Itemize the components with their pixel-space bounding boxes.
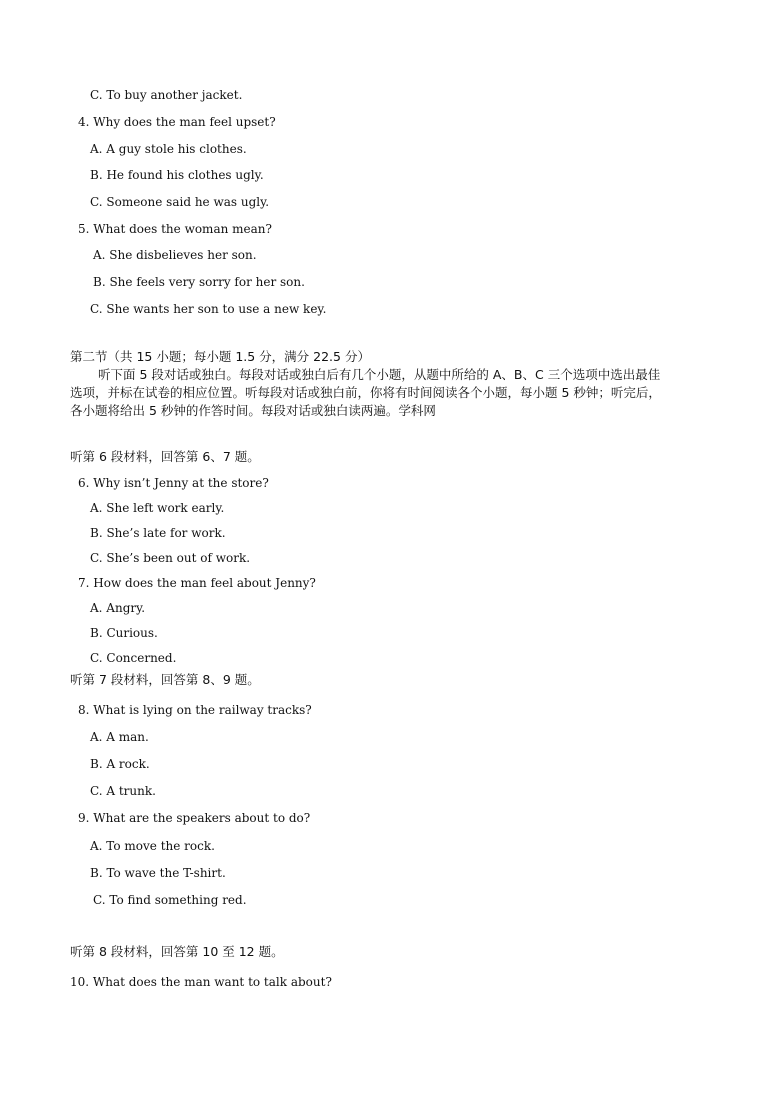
q5-option-b: B. She feels very sorry for her son. — [93, 275, 305, 289]
q8-option-a: A. A man. — [90, 730, 149, 744]
q6-option-c: C. She’s been out of work. — [90, 551, 251, 565]
q9-option-b: B. To wave the T-shirt. — [90, 866, 226, 880]
q9-option-c: C. To find something red. — [93, 893, 247, 907]
q5-option-c: C. She wants her son to use a new key. — [90, 302, 327, 316]
q9-option-a: A. To move the rock. — [90, 839, 215, 853]
q6-option-a: A. She left work early. — [90, 501, 225, 515]
material7-heading: 听第 7 段材料，回答第 8、9 题。 — [70, 672, 260, 687]
q4-option-a: A. A guy stole his clothes. — [90, 142, 247, 156]
q5-option-a: A. She disbelieves her son. — [93, 248, 257, 262]
section2-heading: 第二节（共 15 小题；每小题 1.5 分，满分 22.5 分） — [70, 349, 370, 364]
material6-heading: 听第 6 段材料，回答第 6、7 题。 — [70, 449, 260, 464]
section2-instructions-line3: 各小题将给出 5 秒钟的作答时间。每段对话或独白读两遍。学科网 — [70, 403, 436, 418]
q6-option-b: B. She’s late for work. — [90, 526, 226, 540]
q3-option-c: C. To buy another jacket. — [90, 88, 243, 102]
q4-stem: 4. Why does the man feel upset? — [78, 115, 276, 129]
q10-stem: 10. What does the man want to talk about? — [70, 975, 332, 989]
q9-stem: 9. What are the speakers about to do? — [78, 811, 311, 825]
q4-option-b: B. He found his clothes ugly. — [90, 168, 264, 182]
q7-option-c: C. Concerned. — [90, 651, 177, 665]
q7-option-b: B. Curious. — [90, 626, 158, 640]
q6-stem: 6. Why isn’t Jenny at the store? — [78, 476, 269, 490]
q7-stem: 7. How does the man feel about Jenny? — [78, 576, 316, 590]
q8-option-c: C. A trunk. — [90, 784, 156, 798]
q4-option-c: C. Someone said he was ugly. — [90, 195, 270, 209]
q8-stem: 8. What is lying on the railway tracks? — [78, 703, 312, 717]
section2-instructions-line1: 听下面 5 段对话或独白。每段对话或独白后有几个小题，从题中所给的 A、B、C 三个选项中选出最佳 — [98, 367, 661, 382]
q5-stem: 5. What does the woman mean? — [78, 222, 272, 236]
material8-heading: 听第 8 段材料，回答第 10 至 12 题。 — [70, 944, 284, 959]
q8-option-b: B. A rock. — [90, 757, 150, 771]
section2-instructions-line2: 选项，并标在试卷的相应位置。听每段对话或独白前，你将有时间阅读各个小题，每小题 5 秒钟；听完后， — [70, 385, 661, 400]
q7-option-a: A. Angry. — [90, 601, 146, 615]
